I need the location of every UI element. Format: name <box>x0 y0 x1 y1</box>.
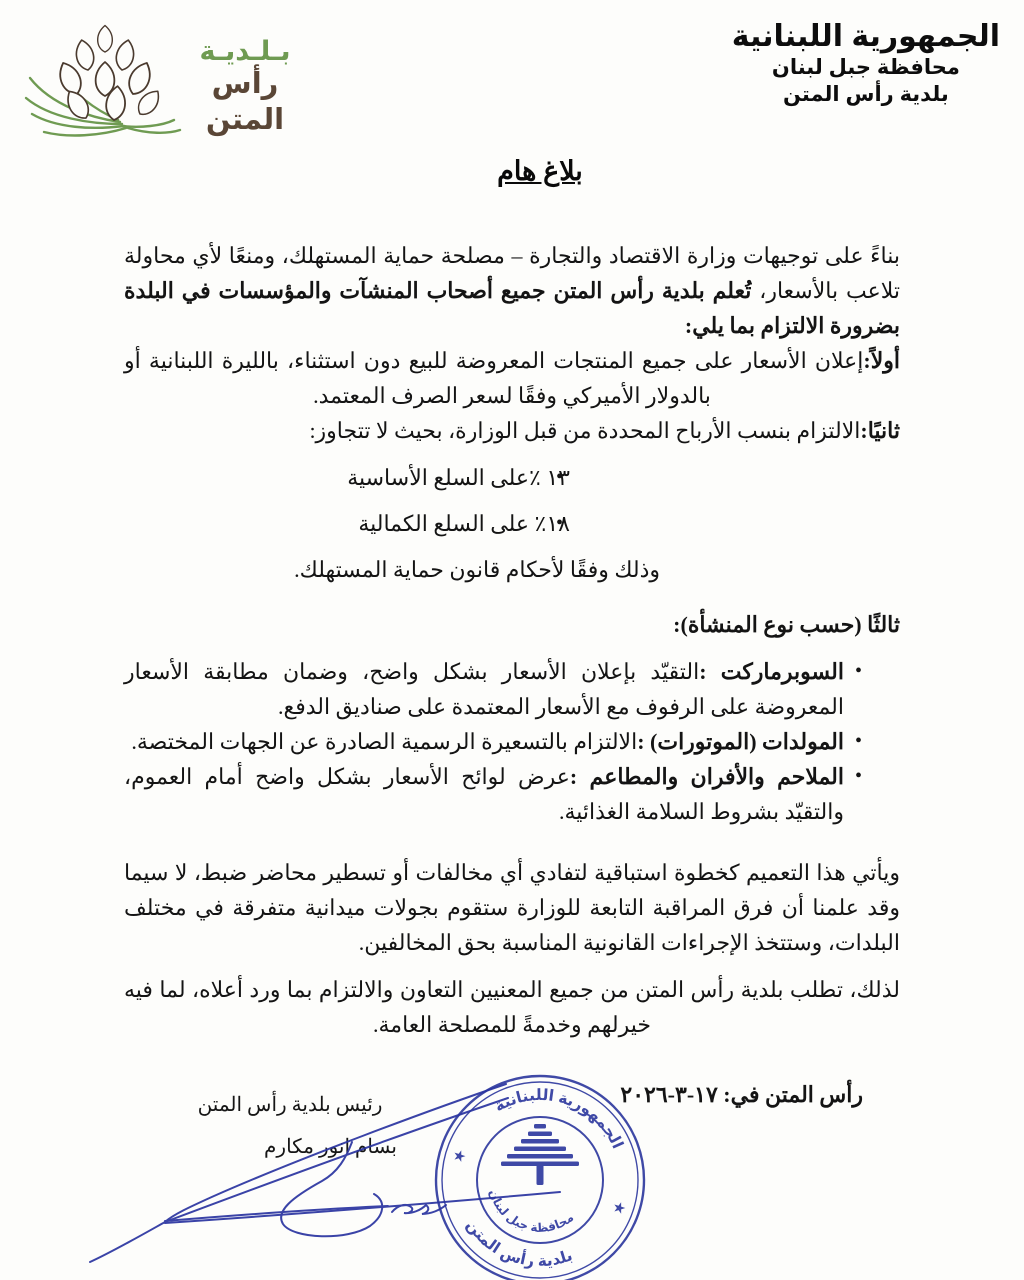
establishment-label: الملاحم والأفران والمطاعم : <box>569 764 844 789</box>
gov-header-governorate: محافظة جبل لبنان <box>771 56 960 79</box>
logo-city-name: رأس المتن <box>205 68 285 136</box>
second-clause-text: الالتزام بنسب الأرباح المحددة من قبل الوزارة، بحيث لا تتجاوز: <box>309 418 861 443</box>
first-clause-label: أولاً: <box>863 348 900 373</box>
profit-list <box>124 460 900 541</box>
establishment-item-supermarket <box>124 654 900 724</box>
profit-item-basic: • ١٣ ٪على السلع الأساسية <box>124 460 900 495</box>
gov-header <box>732 20 1000 108</box>
logo-text <box>180 36 310 138</box>
pine-cone-scales <box>55 25 164 122</box>
third-heading: ثالثًا (حسب نوع المنشأة): <box>673 612 900 637</box>
gov-header-republic: الجمهورية اللبنانية <box>731 20 1000 53</box>
signatory-title: رئيس بلدية رأس المتن <box>197 1094 383 1116</box>
cedar-icon <box>501 1124 579 1185</box>
intro-paragraph <box>124 238 900 343</box>
municipality-logo <box>22 14 302 142</box>
star-icon-right: ★ <box>610 1198 629 1219</box>
establishment-label: المولدات (الموتورات) : <box>637 729 844 754</box>
establishment-list <box>124 654 900 829</box>
establishment-text: الالتزام بالتسعيرة الرسمية الصادرة عن الجهات المختصة. <box>131 729 638 754</box>
notice-title: بلاغ هام <box>497 156 583 186</box>
stamp-ring-text-top: الجمهورية اللبنانية <box>491 1086 626 1152</box>
second-clause-label: ثانيًا: <box>860 418 900 443</box>
logo-municipality-word: بـلـديـة <box>199 36 291 66</box>
intro-regular: بناءً على توجيهات وزارة الاقتصاد والتجارة – مصلحة حماية المستهلك، ومنعًا لأي محاولة تلاعب بالأسعار، <box>124 243 901 303</box>
intro-bold: تُعلم بلدية رأس المتن جميع أصحاب المنشآت والمؤسسات في البلدة بضرورة الالتزام بما يلي: <box>124 278 900 338</box>
date-line: رأس المتن في: ١٧-٣-٢٠٢٦ <box>620 1082 863 1107</box>
star-icon-left: ★ <box>450 1146 469 1167</box>
profit-item-luxury: • ١٨٪ على السلع الكمالية <box>124 506 900 541</box>
signatory-name: بسام انور مكارم <box>264 1136 397 1158</box>
first-clause-text: إعلان الأسعار على جميع المنتجات المعروضة للبيع دون استثناء، بالليرة اللبنانية أو بالدولار الأميركي وفقًا لسعر الصرف المعتمد. <box>124 348 864 408</box>
establishment-item-generators <box>124 724 900 759</box>
pine-cone-icon <box>22 14 187 142</box>
closing-paragraph-1: ويأتي هذا التعميم كخطوة استباقية لتفادي أي مخالفات أو تسطير محاضر ضبط، لا سيما وقد علمنا أن فرق المراقبة التابعة للوزارة ستقوم بجولات ميدانية متفرقة في مختلف البلدات، وستتخذ الإجراءات القانونية المناسبة بحق المخالفين. <box>124 860 900 955</box>
notice-body <box>124 238 900 1042</box>
second-clause <box>124 413 900 448</box>
establishment-label: السوبرماركت : <box>699 659 844 684</box>
closing-paragraph-2: لذلك، تطلب بلدية رأس المتن من جميع المعنيين التعاون والالتزام بما ورد أعلاه، لما فيه خيرلهم وخدمةً للمصلحة العامة. <box>124 977 900 1037</box>
gov-header-municipality: بلدية رأس المتن <box>783 83 949 106</box>
first-clause <box>124 343 900 413</box>
establishment-item-butchers-bakeries-restaurants <box>124 759 900 829</box>
stamp-inner-text: محافظة جبل لبنان <box>486 1187 577 1235</box>
profit-note: وذلك وفقًا لأحكام قانون حماية المستهلك. <box>294 557 660 582</box>
stamp-ring-text-bottom: بلدية رأس المتن <box>462 1217 575 1271</box>
establishment-text: التقيّد بإعلان الأسعار بشكل واضح، وضمان مطابقة الأسعار المعروضة على الرفوف مع الأسعار المعتمدة على صناديق الدفع. <box>124 659 844 719</box>
official-stamp <box>420 1060 660 1280</box>
establishment-text: عرض لوائح الأسعار بشكل واضح أمام العموم، والتقيّد بشروط السلامة الغذائية. <box>124 764 844 824</box>
